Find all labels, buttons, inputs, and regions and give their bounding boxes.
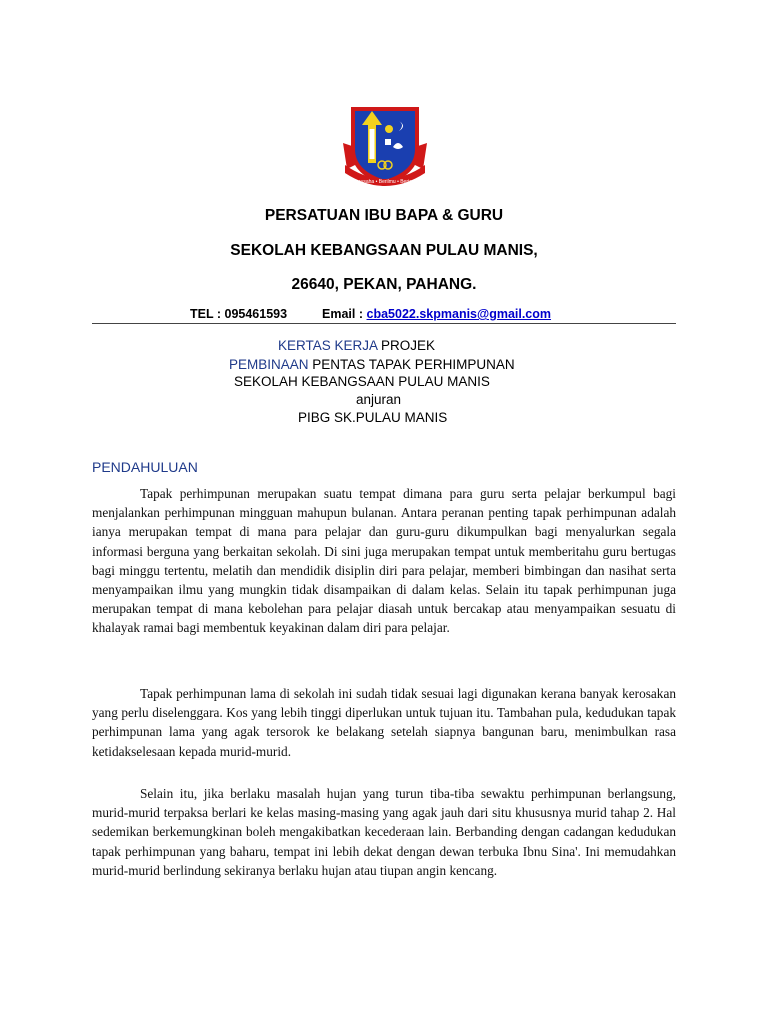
title-projek: PROJEK [377, 338, 436, 353]
school-address: 26640, PEKAN, PAHANG. [291, 276, 477, 293]
paragraph-1: Tapak perhimpunan merupakan suatu tempat dimana para guru serta pelajar berkumpul bagi menjalankan perhimpunan mingguan mahupun bulanan. Antara peranan penting tapak perhimpunan adalah ianya merupakan tempat di mana para pelajar dan guru-guru dikumpulkan bagi menyalurkan segala informasi berguna yang berkaitan sekolah. Di sini juga merupakan tempat untuk memberitahu guru bertugas bagi minggu tertentu, melatih dan mendidik disiplin diri para pelajar, memberi bimbingan dan nasihat serta menyampaikan ilmu yang mungkin tidak disampaikan di dalam kelas. Selain itu tapak perhimpunan juga merupakan tempat di mana kebolehan para pelajar diasah untuk bercakap atau menyampaikan sesuatu di khalayak ramai bagi membentuk keyakinan dalam diri para pelajar. [92, 486, 676, 636]
telephone: TEL : 095461593 [190, 307, 288, 321]
title-pentas: PENTAS TAPAK PERHIMPUNAN [308, 357, 515, 372]
title-pembinaan: PEMBINAAN [229, 357, 309, 372]
title-line-3: SEKOLAH KEBANGSAAN PULAU MANIS [234, 374, 490, 389]
paragraph-3: Selain itu, jika berlaku masalah hujan yang turun tiba-tiba sewaktu perhimpunan berlangsung, murid-murid terpaksa berlari ke kelas masing-masing yang agak jauh dari situ khususnya murid tahap 2. Hal sedemikan berkemungkinan boleh mengakibatkan kecederaan lain. Berbanding dengan cadangan kedudukan tapak perhimpunan yang baharu, tempat ini lebih dekat dengan dewan terbuka Ibnu Sina'. Ini memudahkan murid-murid berlindung sekiranya berlaku hujan atau tiupan angin kencang. [92, 786, 676, 878]
school-name: SEKOLAH KEBANGSAAN PULAU MANIS, [230, 242, 538, 259]
title-kertas-kerja: KERTAS KERJA [278, 338, 378, 353]
crest-motto: Berusaha • Berilmu • Berjaya [352, 179, 418, 185]
email-link[interactable]: cba5022.skpmanis@gmail.com [366, 307, 552, 321]
section-heading: PENDAHULUAN [92, 459, 198, 475]
email-label: Email : [322, 307, 364, 321]
school-crest-icon [341, 103, 429, 189]
title-pibg: PIBG SK.PULAU MANIS [298, 410, 448, 425]
title-line-2 [229, 357, 515, 372]
title-line-1 [278, 338, 435, 353]
association-name: PERSATUAN IBU BAPA & GURU [264, 207, 504, 224]
header-divider [92, 323, 676, 324]
paragraph-2: Tapak perhimpunan lama di sekolah ini sudah tidak sesuai lagi digunakan kerana banyak kerosakan yang perlu diselenggara. Kos yang lebih tinggi diperlukan untuk tujuan itu. Tambahan pula, kedudukan tapak perhimpunan lama yang agak tersorok ke belakang setelah siapnya bangunan baru, menimbulkan rasa ketidakselesaan kepada murid-murid. [92, 686, 676, 759]
contact-line [190, 307, 551, 321]
title-anjuran: anjuran [356, 392, 402, 407]
